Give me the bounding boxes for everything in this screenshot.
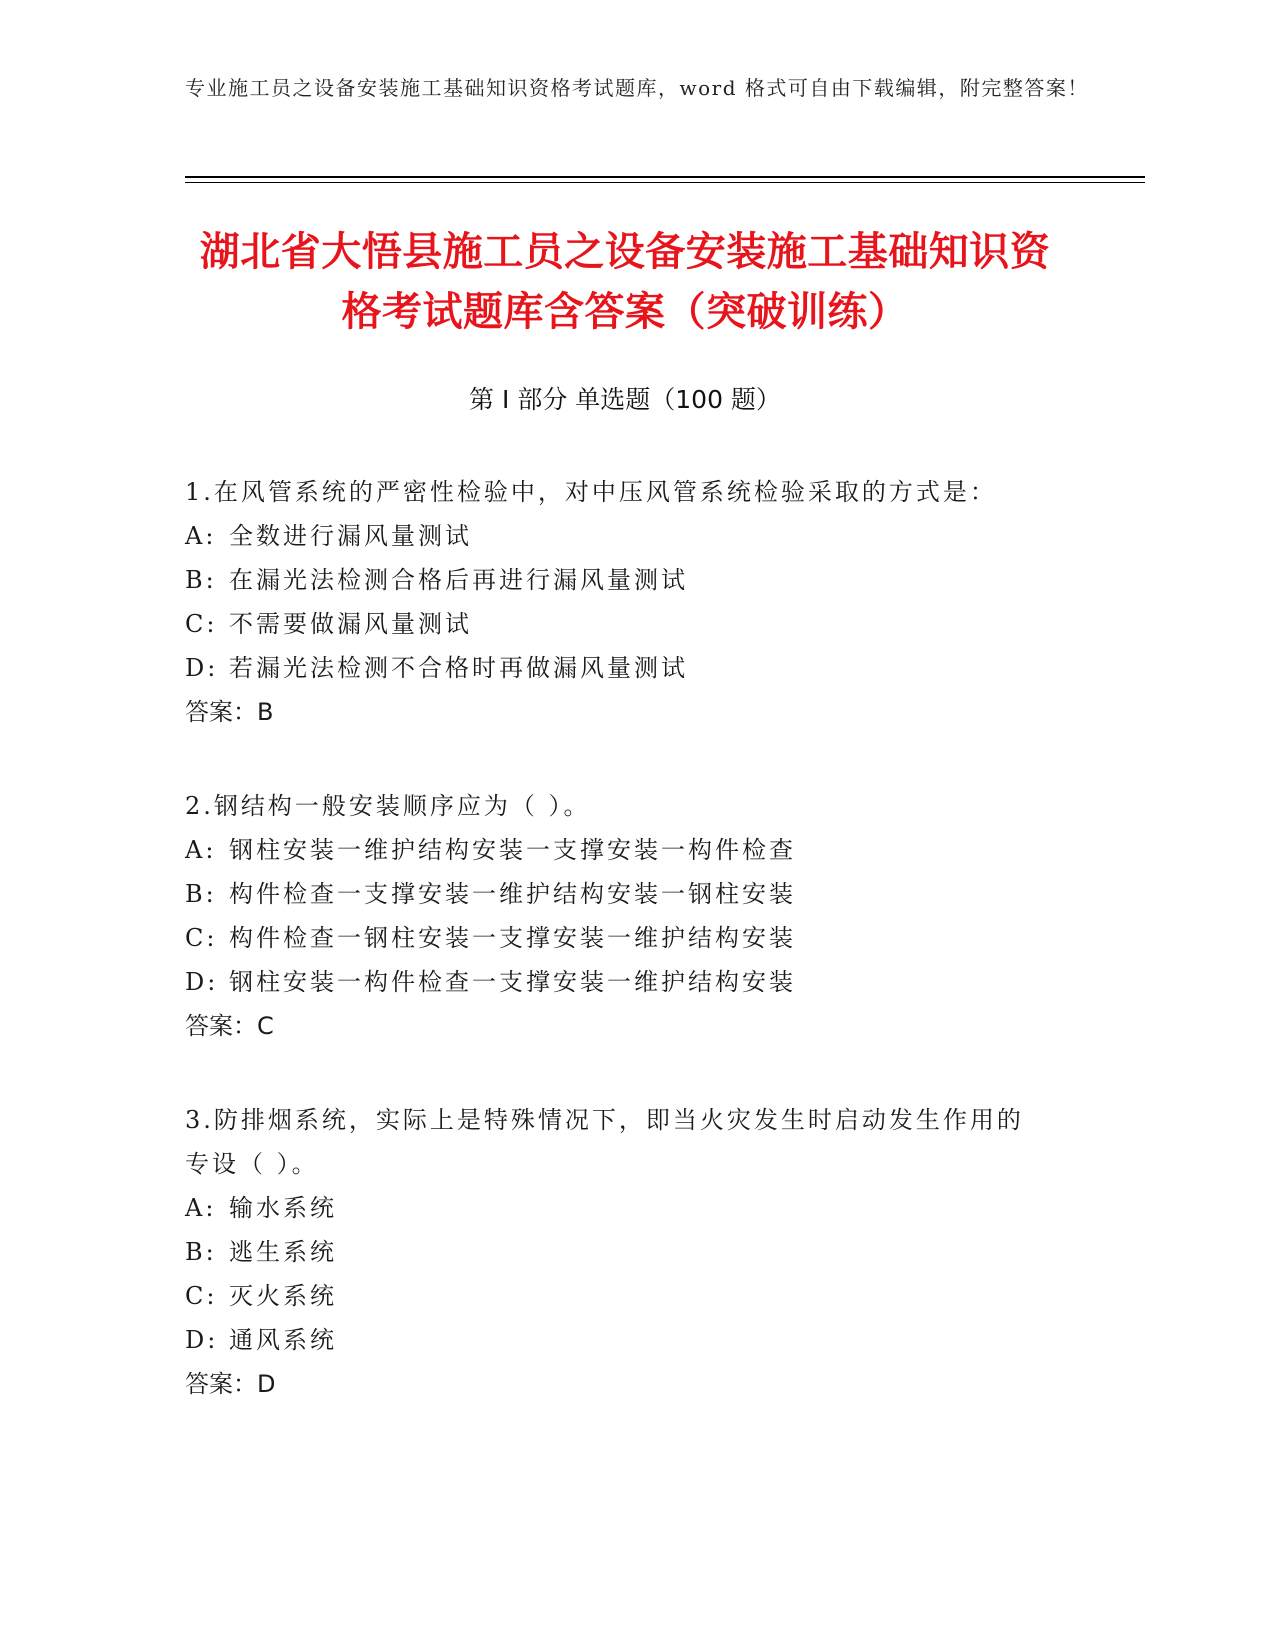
option-key: C:	[185, 610, 218, 638]
option-key: A:	[185, 836, 217, 864]
option-d	[185, 646, 1065, 690]
option-key: A:	[185, 1194, 217, 1222]
answer: 答案：D	[185, 1370, 276, 1398]
option-text: 全数进行漏风量测试	[229, 522, 472, 550]
option-a	[185, 828, 1065, 872]
option-key: D:	[185, 1326, 219, 1354]
header-note: 专业施工员之设备安装施工基础知识资格考试题库，word 格式可自由下载编辑，附完整答案！	[185, 76, 1089, 100]
option-d	[185, 960, 1065, 1004]
header-rule-thick	[185, 176, 1145, 178]
answer: 答案：B	[185, 698, 274, 726]
option-text: 不需要做漏风量测试	[229, 610, 472, 638]
option-key: A:	[185, 522, 217, 550]
option-text: 在漏光法检测合格后再进行漏风量测试	[229, 566, 688, 594]
option-key: B:	[185, 1238, 217, 1266]
option-c	[185, 602, 1065, 646]
answer: 答案：C	[185, 1012, 274, 1040]
option-key: B:	[185, 880, 217, 908]
option-text: 逃生系统	[229, 1238, 337, 1266]
option-text: 通风系统	[229, 1326, 337, 1354]
option-text: 灭火系统	[229, 1282, 337, 1310]
option-b	[185, 872, 1065, 916]
option-b	[185, 1230, 1065, 1274]
question-list	[185, 470, 1065, 1456]
option-key: C:	[185, 924, 218, 952]
option-c	[185, 916, 1065, 960]
header-rule-thin	[185, 182, 1145, 183]
option-a	[185, 514, 1065, 558]
option-a	[185, 1186, 1065, 1230]
document-title: 湖北省大悟县施工员之设备安装施工基础知识资格考试题库含答案（突破训练）	[199, 229, 1051, 335]
option-key: B:	[185, 566, 217, 594]
option-text: 若漏光法检测不合格时再做漏风量测试	[229, 654, 688, 682]
option-key: D:	[185, 654, 219, 682]
question-3	[185, 1098, 1065, 1406]
question-2	[185, 784, 1065, 1048]
option-c	[185, 1274, 1065, 1318]
question-stem: 3.防排烟系统，实际上是特殊情况下，即当火灾发生时启动发生作用的专设（ ）。	[185, 1106, 1024, 1178]
option-text: 钢柱安装一维护结构安装一支撑安装一构件检查	[229, 836, 796, 864]
option-d	[185, 1318, 1065, 1362]
option-key: C:	[185, 1282, 218, 1310]
option-text: 输水系统	[229, 1194, 337, 1222]
option-text: 构件检查一支撑安装一维护结构安装一钢柱安装	[229, 880, 796, 908]
question-1	[185, 470, 1065, 734]
option-b	[185, 558, 1065, 602]
option-text: 钢柱安装一构件检查一支撑安装一维护结构安装	[229, 968, 796, 996]
option-text: 构件检查一钢柱安装一支撑安装一维护结构安装	[229, 924, 796, 952]
question-stem: 2.钢结构一般安装顺序应为（ ）。	[185, 792, 591, 820]
option-key: D:	[185, 968, 219, 996]
section-title: 第 I 部分 单选题（100 题）	[469, 385, 781, 414]
question-stem: 1.在风管系统的严密性检验中，对中压风管系统检验采取的方式是：	[185, 478, 997, 506]
